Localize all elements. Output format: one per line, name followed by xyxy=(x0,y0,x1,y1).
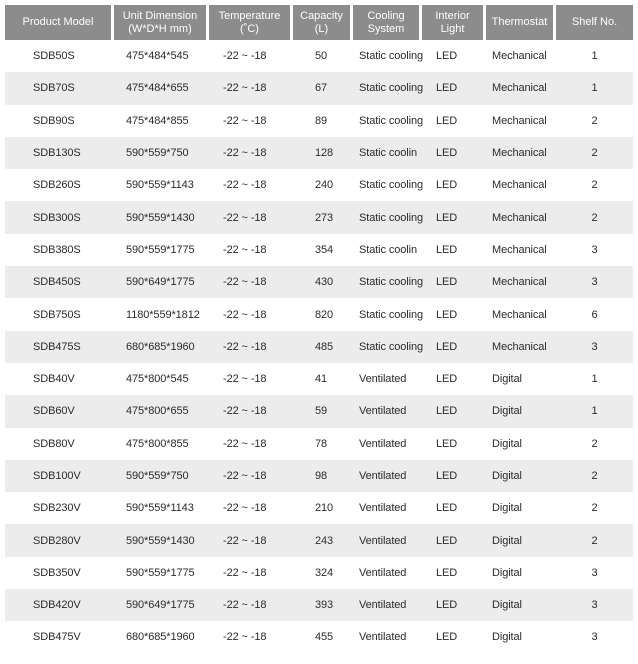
table-row xyxy=(5,137,633,169)
cell-cooling-system: Static cooling xyxy=(353,201,422,233)
cell-dimension: 475*484*545 xyxy=(114,40,209,72)
cell-cooling-system: Static cooling xyxy=(353,331,422,363)
cell-thermostat: Mechanical xyxy=(486,234,556,266)
cell-interior-light: LED xyxy=(422,72,486,104)
header-sublabel: (L) xyxy=(314,22,329,35)
cell-shelf-no: 2 xyxy=(556,137,633,169)
cell-model: SDB100V xyxy=(5,460,114,492)
cell-temperature: -22 ~ -18 xyxy=(209,621,293,653)
cell-shelf-no: 2 xyxy=(556,460,633,492)
table-row xyxy=(5,266,633,298)
cell-capacity: 240 xyxy=(293,169,353,201)
cell-interior-light: LED xyxy=(422,266,486,298)
cell-thermostat: Mechanical xyxy=(486,105,556,137)
header-temperature xyxy=(209,5,293,40)
cell-thermostat: Mechanical xyxy=(486,40,556,72)
header-sublabel: Light xyxy=(440,22,465,35)
cell-cooling-system: Static cooling xyxy=(353,40,422,72)
header-cooling-system xyxy=(353,5,422,40)
cell-interior-light: LED xyxy=(422,201,486,233)
cell-cooling-system: Ventilated xyxy=(353,395,422,427)
cell-interior-light: LED xyxy=(422,105,486,137)
cell-temperature: -22 ~ -18 xyxy=(209,460,293,492)
cell-capacity: 393 xyxy=(293,589,353,621)
cell-temperature: -22 ~ -18 xyxy=(209,428,293,460)
cell-model: SDB280V xyxy=(5,524,114,556)
cell-shelf-no: 2 xyxy=(556,105,633,137)
cell-cooling-system: Ventilated xyxy=(353,363,422,395)
cell-capacity: 67 xyxy=(293,72,353,104)
header-unit-dimension xyxy=(114,5,209,40)
cell-thermostat: Digital xyxy=(486,428,556,460)
cell-thermostat: Digital xyxy=(486,492,556,524)
header-label: Interior xyxy=(435,9,470,22)
cell-cooling-system: Ventilated xyxy=(353,428,422,460)
table-row xyxy=(5,169,633,201)
header-label: Shelf No. xyxy=(571,16,618,28)
table-row xyxy=(5,40,633,72)
cell-thermostat: Mechanical xyxy=(486,331,556,363)
cell-thermostat: Digital xyxy=(486,460,556,492)
spec-table xyxy=(5,5,633,654)
cell-capacity: 50 xyxy=(293,40,353,72)
cell-shelf-no: 3 xyxy=(556,234,633,266)
cell-interior-light: LED xyxy=(422,428,486,460)
cell-dimension: 475*800*545 xyxy=(114,363,209,395)
cell-dimension: 680*685*1960 xyxy=(114,621,209,653)
table-row xyxy=(5,395,633,427)
cell-thermostat: Mechanical xyxy=(486,137,556,169)
header-capacity xyxy=(293,5,353,40)
cell-dimension: 590*559*1430 xyxy=(114,201,209,233)
cell-temperature: -22 ~ -18 xyxy=(209,492,293,524)
cell-capacity: 210 xyxy=(293,492,353,524)
cell-temperature: -22 ~ -18 xyxy=(209,524,293,556)
header-label: Thermostat xyxy=(491,16,548,28)
header-label: Product Model xyxy=(22,16,94,28)
cell-temperature: -22 ~ -18 xyxy=(209,589,293,621)
cell-model: SDB50S xyxy=(5,40,114,72)
cell-shelf-no: 3 xyxy=(556,266,633,298)
cell-shelf-no: 2 xyxy=(556,492,633,524)
table-body xyxy=(5,40,633,654)
cell-thermostat: Digital xyxy=(486,621,556,653)
cell-temperature: -22 ~ -18 xyxy=(209,266,293,298)
cell-thermostat: Mechanical xyxy=(486,201,556,233)
header-sublabel: System xyxy=(367,22,405,35)
cell-model: SDB300S xyxy=(5,201,114,233)
table-row xyxy=(5,460,633,492)
cell-capacity: 485 xyxy=(293,331,353,363)
table-row xyxy=(5,492,633,524)
cell-thermostat: Digital xyxy=(486,557,556,589)
cell-interior-light: LED xyxy=(422,137,486,169)
cell-model: SDB420V xyxy=(5,589,114,621)
cell-dimension: 475*484*655 xyxy=(114,72,209,104)
table-row xyxy=(5,589,633,621)
table-row xyxy=(5,331,633,363)
cell-capacity: 89 xyxy=(293,105,353,137)
cell-interior-light: LED xyxy=(422,395,486,427)
cell-model: SDB260S xyxy=(5,169,114,201)
header-sublabel: (˚C) xyxy=(240,22,259,35)
cell-temperature: -22 ~ -18 xyxy=(209,137,293,169)
cell-dimension: 590*559*1143 xyxy=(114,492,209,524)
cell-dimension: 590*559*1775 xyxy=(114,234,209,266)
cell-cooling-system: Ventilated xyxy=(353,492,422,524)
cell-model: SDB90S xyxy=(5,105,114,137)
cell-thermostat: Mechanical xyxy=(486,169,556,201)
cell-dimension: 590*559*1143 xyxy=(114,169,209,201)
table-row xyxy=(5,105,633,137)
header-product-model xyxy=(5,5,114,40)
header-label: Unit Dimension xyxy=(122,9,198,22)
cell-temperature: -22 ~ -18 xyxy=(209,557,293,589)
cell-model: SDB380S xyxy=(5,234,114,266)
cell-cooling-system: Static coolin xyxy=(353,137,422,169)
cell-dimension: 475*484*855 xyxy=(114,105,209,137)
cell-interior-light: LED xyxy=(422,589,486,621)
cell-shelf-no: 6 xyxy=(556,298,633,330)
cell-thermostat: Digital xyxy=(486,395,556,427)
cell-thermostat: Digital xyxy=(486,524,556,556)
header-shelf-no xyxy=(556,5,633,40)
cell-thermostat: Digital xyxy=(486,589,556,621)
cell-dimension: 590*649*1775 xyxy=(114,266,209,298)
cell-cooling-system: Static cooling xyxy=(353,105,422,137)
cell-temperature: -22 ~ -18 xyxy=(209,105,293,137)
cell-model: SDB130S xyxy=(5,137,114,169)
cell-model: SDB450S xyxy=(5,266,114,298)
cell-temperature: -22 ~ -18 xyxy=(209,169,293,201)
cell-interior-light: LED xyxy=(422,492,486,524)
cell-interior-light: LED xyxy=(422,331,486,363)
cell-interior-light: LED xyxy=(422,234,486,266)
table-row xyxy=(5,428,633,460)
cell-model: SDB60V xyxy=(5,395,114,427)
cell-temperature: -22 ~ -18 xyxy=(209,331,293,363)
header-interior-light xyxy=(422,5,486,40)
cell-interior-light: LED xyxy=(422,169,486,201)
cell-interior-light: LED xyxy=(422,621,486,653)
header-label: Temperature xyxy=(218,9,281,22)
header-sublabel: (W*D*H mm) xyxy=(128,22,192,35)
cell-thermostat: Mechanical xyxy=(486,72,556,104)
cell-model: SDB70S xyxy=(5,72,114,104)
cell-temperature: -22 ~ -18 xyxy=(209,363,293,395)
cell-dimension: 590*559*1430 xyxy=(114,524,209,556)
table-row xyxy=(5,298,633,330)
cell-temperature: -22 ~ -18 xyxy=(209,201,293,233)
table-row xyxy=(5,621,633,653)
cell-thermostat: Digital xyxy=(486,363,556,395)
cell-shelf-no: 3 xyxy=(556,331,633,363)
cell-interior-light: LED xyxy=(422,460,486,492)
cell-shelf-no: 2 xyxy=(556,169,633,201)
cell-dimension: 590*649*1775 xyxy=(114,589,209,621)
cell-temperature: -22 ~ -18 xyxy=(209,298,293,330)
cell-shelf-no: 3 xyxy=(556,621,633,653)
cell-model: SDB750S xyxy=(5,298,114,330)
cell-model: SDB475S xyxy=(5,331,114,363)
cell-cooling-system: Ventilated xyxy=(353,524,422,556)
cell-cooling-system: Ventilated xyxy=(353,621,422,653)
cell-model: SDB80V xyxy=(5,428,114,460)
cell-shelf-no: 1 xyxy=(556,72,633,104)
cell-shelf-no: 2 xyxy=(556,428,633,460)
cell-shelf-no: 3 xyxy=(556,557,633,589)
cell-interior-light: LED xyxy=(422,363,486,395)
cell-dimension: 1180*559*1812 xyxy=(114,298,209,330)
cell-interior-light: LED xyxy=(422,557,486,589)
cell-capacity: 78 xyxy=(293,428,353,460)
cell-shelf-no: 1 xyxy=(556,395,633,427)
cell-model: SDB475V xyxy=(5,621,114,653)
cell-capacity: 243 xyxy=(293,524,353,556)
table-row xyxy=(5,557,633,589)
table-row xyxy=(5,72,633,104)
cell-capacity: 820 xyxy=(293,298,353,330)
cell-shelf-no: 3 xyxy=(556,589,633,621)
cell-model: SDB350V xyxy=(5,557,114,589)
cell-cooling-system: Ventilated xyxy=(353,589,422,621)
cell-thermostat: Mechanical xyxy=(486,298,556,330)
cell-interior-light: LED xyxy=(422,524,486,556)
cell-capacity: 455 xyxy=(293,621,353,653)
cell-capacity: 98 xyxy=(293,460,353,492)
cell-dimension: 475*800*855 xyxy=(114,428,209,460)
table-row xyxy=(5,363,633,395)
cell-dimension: 680*685*1960 xyxy=(114,331,209,363)
table-row xyxy=(5,234,633,266)
cell-capacity: 59 xyxy=(293,395,353,427)
header-thermostat xyxy=(486,5,556,40)
cell-dimension: 590*559*750 xyxy=(114,137,209,169)
cell-interior-light: LED xyxy=(422,40,486,72)
cell-temperature: -22 ~ -18 xyxy=(209,234,293,266)
cell-thermostat: Mechanical xyxy=(486,266,556,298)
table-row xyxy=(5,524,633,556)
cell-cooling-system: Static coolin xyxy=(353,234,422,266)
cell-cooling-system: Static cooling xyxy=(353,169,422,201)
cell-capacity: 273 xyxy=(293,201,353,233)
cell-cooling-system: Static cooling xyxy=(353,72,422,104)
cell-capacity: 41 xyxy=(293,363,353,395)
header-row xyxy=(5,5,633,40)
cell-temperature: -22 ~ -18 xyxy=(209,395,293,427)
cell-model: SDB40V xyxy=(5,363,114,395)
cell-shelf-no: 1 xyxy=(556,363,633,395)
cell-dimension: 590*559*1775 xyxy=(114,557,209,589)
cell-cooling-system: Static cooling xyxy=(353,266,422,298)
cell-shelf-no: 2 xyxy=(556,201,633,233)
cell-cooling-system: Ventilated xyxy=(353,557,422,589)
cell-capacity: 354 xyxy=(293,234,353,266)
cell-capacity: 430 xyxy=(293,266,353,298)
cell-dimension: 590*559*750 xyxy=(114,460,209,492)
cell-interior-light: LED xyxy=(422,298,486,330)
cell-shelf-no: 2 xyxy=(556,524,633,556)
table-row xyxy=(5,201,633,233)
cell-cooling-system: Static cooling xyxy=(353,298,422,330)
cell-temperature: -22 ~ -18 xyxy=(209,40,293,72)
header-label: Capacity xyxy=(300,9,343,22)
cell-capacity: 128 xyxy=(293,137,353,169)
cell-capacity: 324 xyxy=(293,557,353,589)
cell-model: SDB230V xyxy=(5,492,114,524)
cell-dimension: 475*800*655 xyxy=(114,395,209,427)
cell-temperature: -22 ~ -18 xyxy=(209,72,293,104)
cell-cooling-system: Ventilated xyxy=(353,460,422,492)
cell-shelf-no: 1 xyxy=(556,40,633,72)
header-label: Cooling xyxy=(367,9,405,22)
